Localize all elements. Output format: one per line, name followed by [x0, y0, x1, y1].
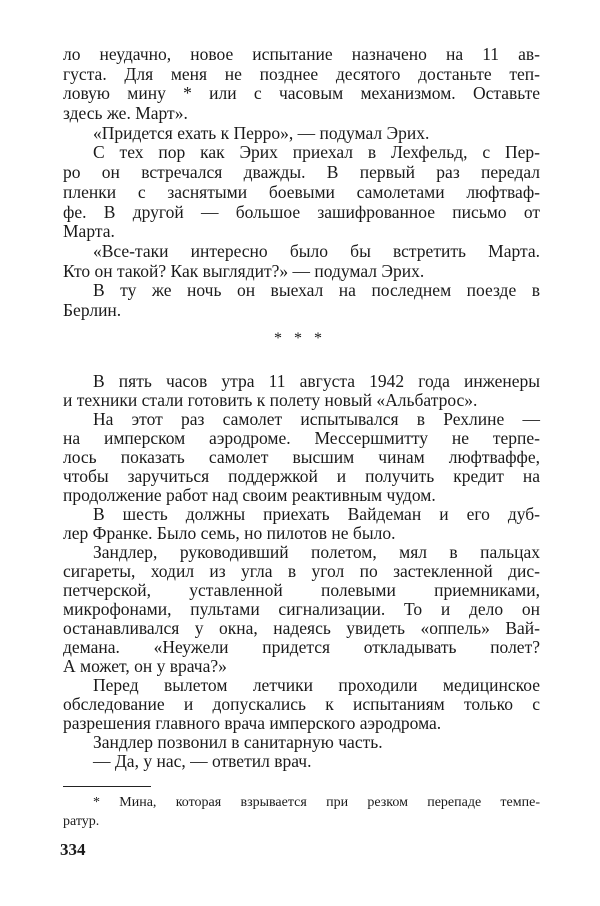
paragraph [63, 281, 540, 320]
text-line: С тех пор как Эрих приехал в Лехфельд, с Пер- [93, 142, 540, 163]
text-line: «Придется ехать к Перро», — подумал Эрих. [93, 122, 430, 143]
text-line: лер Франке. Было семь, но пилотов не было. [63, 523, 396, 543]
paragraph [63, 676, 540, 733]
text-line: петчерской, уставленной полевыми приемниками, [63, 580, 540, 600]
footnote-line: * Мина, которая взрывается при резком перепаде темпе- [93, 795, 540, 810]
text-line: Зандлер, руководивший полетом, мял в пальцах [93, 542, 540, 562]
paragraph [63, 505, 540, 543]
text-line: — Да, у нас, — ответил врач. [93, 751, 312, 771]
text-line: микрофонами, пультами сигнализации. То и дело он [63, 599, 540, 619]
text-line: лось показать самолет высшим чинам люфтваффе, [63, 447, 540, 467]
paragraph [63, 242, 540, 281]
text-line: чтобы заручиться поддержкой и получить кредит на [63, 466, 540, 486]
text-line: ро он встречался дважды. В первый раз передал [63, 162, 540, 183]
text-line: продолжение работ над своим реактивным чудом. [63, 485, 436, 505]
text-line: на имперском аэродроме. Мессершмитту не терпе- [63, 428, 540, 448]
paragraph [63, 124, 540, 144]
paragraph [63, 543, 540, 676]
text-line: Берлин. [63, 299, 122, 320]
footnote-divider [63, 786, 151, 787]
paragraph [63, 372, 540, 410]
paragraph [63, 752, 540, 771]
text-line: В ту же ночь он выехал на последнем поезде в [93, 280, 540, 301]
text-line: Перед вылетом летчики проходили медицинское [93, 675, 540, 695]
paragraph [63, 733, 540, 752]
text-line: сигареты, ходил из угла в угол по застекленной дис- [63, 561, 540, 581]
text-line: и техники стали готовить к полету новый «Альбатрос». [63, 390, 478, 410]
text-line: здесь же. Март». [63, 103, 188, 124]
text-line: ловую мину * или с часовым механизмом. Оставьте [63, 83, 540, 104]
paragraph [63, 45, 540, 124]
footnote-line: ратур. [63, 814, 100, 829]
page-number: 334 [60, 840, 86, 859]
text-line: На этот раз самолет испытывался в Рехлине — [93, 409, 540, 429]
text-line: «Все-таки интересно было бы встретить Марта. [93, 240, 540, 261]
text-line: ло неудачно, новое испытание назначено на 11 ав- [63, 44, 540, 64]
footnote [63, 793, 540, 831]
text-line: Марта. [63, 221, 115, 242]
text-line: разрешения главного врача имперского аэродрома. [63, 713, 442, 733]
text-line: густа. Для меня не позднее десятого достаньте теп- [63, 63, 540, 84]
section-break: * * * [274, 330, 326, 347]
text-line: В шесть должны приехать Вайдеман и его дуб- [93, 504, 540, 524]
text-line: А может, он у врача?» [63, 656, 227, 676]
paragraph [63, 143, 540, 241]
text-line: фе. В другой — большое зашифрованное письмо от [63, 201, 540, 222]
paragraph [63, 410, 540, 505]
text-line: обследование и допускались к испытаниям только с [63, 694, 540, 714]
text-block-bottom [63, 372, 540, 771]
text-line: Зандлер позвонил в санитарную часть. [93, 732, 383, 752]
text-line: демана. «Неужели придется откладывать полет? [63, 637, 540, 657]
text-line: пленки с заснятыми боевыми самолетами люфтваф- [63, 181, 540, 202]
text-line: В пять часов утра 11 августа 1942 года инженеры [93, 371, 540, 391]
text-line: Кто он такой? Как выглядит?» — подумал Эрих. [63, 260, 425, 281]
text-line: останавливался у окна, надеясь увидеть «оппель» Вай- [63, 618, 540, 638]
text-block-top [63, 45, 540, 321]
